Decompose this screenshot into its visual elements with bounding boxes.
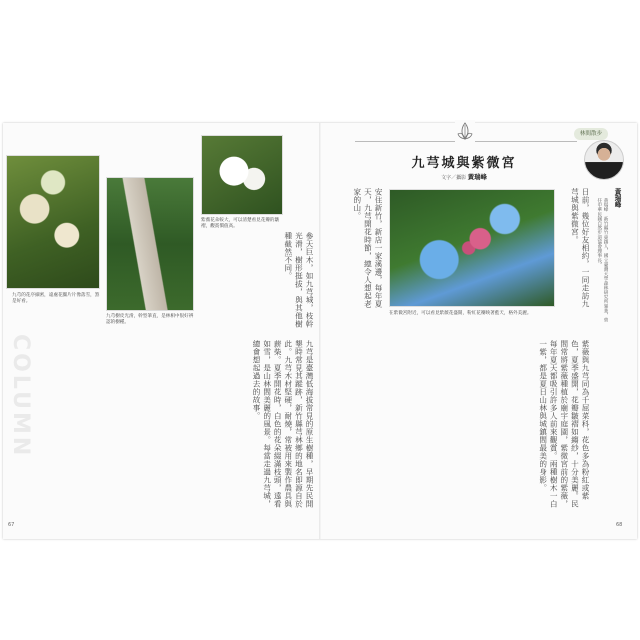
leaf-ornament-icon [455,120,475,142]
article-byline [384,172,544,181]
photo-caption: 紫薇花朵較大，可以清楚看見花瓣的皺褶，觀賞價值高。 [201,218,280,229]
body-text-right-top: 日前，幾位好友相約，一同走訪九芎城與紫微宮。 [570,188,590,308]
page-gutter [319,123,321,539]
author-portrait [584,140,624,180]
column-badge: 林間散步 [574,128,608,140]
body-text-right-bottom: 紫薇與九芎同為千屈菜科，花色多為粉紅或紫色，夏季盛開，花瓣皺褶如縐紗，十分美麗。民間常將紫薇種植於廟宇庭園，紫微宮前的紫薇，每年夏天都吸引許多人前來觀賞。兩種樹木一白一紫，都是夏日山林與城鎮間最美的身影。 [538,340,590,508]
photo-caption: 九芎的花序細密，遠處花團片片像落雪，煞是好看。 [12,293,100,304]
byline-prefix: 文字／攝影 [441,175,467,181]
photo-crape-myrtle-trunk [106,177,194,311]
body-text-left-top: 參天巨木，如九芎城，枝幹光滑，樹形挺拔，與其他樹種截然不同。 [283,232,314,328]
body-text-left-bottom: 九芎是臺灣低海拔常見的原生樹種，早期先民開墾時常見其蹤跡，新竹縣芎林鄉的地名即源自於此。九芎木材堅硬，耐燒，常被用來製作農具與薪柴。夏季開花時，白色的花朵綴滿枝頭，遠看如雪，是山林間美麗的風景。每當走過九芎城，總會想起過去的故事。 [252,340,314,508]
byline-author: 黃瑞峰 [467,173,487,181]
article-title: 九芎城與紫微宮 [411,156,517,171]
photo-pink-crape-myrtle-sky [389,189,555,307]
column-watermark: COLUMN [8,334,33,459]
photo-chinese-crape-myrtle-flowers [6,155,100,289]
photo-caption: 在紫微宮附近，可以看見紫薇花盛開，粉紅花瓣映著藍天，格外美麗。 [389,311,532,316]
body-text-right-left: 安住新竹，新店一家溪邊，每年夏天，九芎開花時節，總令人想起老家的山。 [352,188,383,308]
author-bio: 黃瑞峰 新竹縣竹東鎮人，國立臺灣大學森林研究所畢業，曾任中華民國自然步道協會理事長。 [596,198,608,323]
page-number-right: 68 [616,522,623,528]
photo-caption: 九芎樹皮光滑，幹型筆直，是林相中很好辨認的樹種。 [106,314,194,325]
photo-white-flower-closeup [201,135,283,215]
page-number-left: 67 [8,522,15,528]
author-name: 黃瑞峰 [613,188,621,208]
